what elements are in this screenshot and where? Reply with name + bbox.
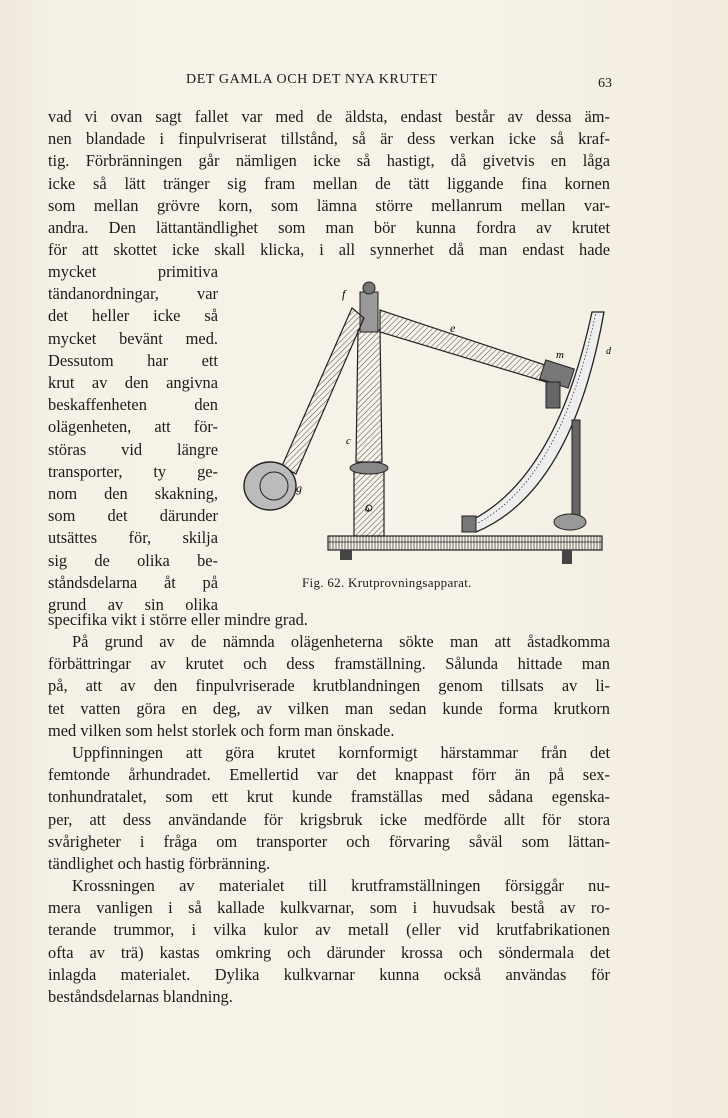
text-line: nom den skakning, (48, 484, 218, 504)
base-plate (328, 536, 602, 550)
text-line: med vilken som helst storlek och form man önskade. (48, 720, 395, 740)
text-line: svårigheter i fråga om transporter och förvaring såväl som lättan- (48, 831, 610, 851)
label-m: m (556, 349, 564, 361)
graduated-arc (468, 312, 604, 532)
text-line: olägenheten, att för- (48, 417, 218, 437)
text-line: vad vi ovan sagt fallet var med de äldsta, endast består av dessa äm- (48, 107, 610, 126)
text-line: Krossningen av materialet till krutframställningen försiggår nu- (72, 876, 610, 895)
text-line: tändanordningar, var (48, 284, 218, 304)
text-line: nen blandade i finpulvriserat tillstånd, så är dess verkan icke så kraf- (48, 129, 610, 149)
text-line: inlagda materialet. Dylika kulkvarnar kunna också användas för (48, 964, 610, 984)
column-upper (356, 330, 382, 462)
label-g: g (296, 481, 302, 495)
text-line: beståndsdelarnas blandning. (48, 987, 233, 1007)
text-line: specifika vikt i större eller mindre grad. (48, 610, 308, 629)
running-header: DET GAMLA OCH DET NYA KRUTET (186, 72, 438, 87)
text-line: tet vatten göra en deg, av vilken man sedan kunde forma krutkorn (48, 698, 610, 718)
text-line: tig. Förbränningen går nämligen icke så hastigt, då givetvis en låga (48, 151, 610, 171)
text-line: icke så lätt tränger sig fram mellan de tätt liggande fina kornen (48, 173, 610, 193)
label-f: f (342, 287, 346, 301)
text-line: tonhundratalet, som ett krut kunde framställas med sådana egenska- (48, 787, 610, 807)
body-text-wrapped (48, 261, 218, 616)
label-d: d (606, 346, 611, 357)
text-line: ofta av trä) kastas omkring och därunder krossa och söndermala det (48, 942, 610, 962)
page-number: 63 (598, 76, 612, 91)
text-line: femtonde århundradet. Emellertid var det knappast förr än på sex- (48, 765, 610, 785)
text-line: mera vanligen i så kallade kulkvarnar, som i huvudsak bestå av ro- (48, 898, 610, 918)
apparatus-illustration (236, 270, 611, 570)
text-line: grund av sin olika (48, 595, 218, 615)
label-c: c (346, 435, 351, 447)
paragraph-3 (48, 875, 610, 1008)
text-line: beskaffenheten den (48, 395, 218, 415)
text-line: transporter, ty ge- (48, 461, 218, 481)
paragraph-2 (48, 742, 610, 875)
text-line: mycket primitiva (48, 262, 218, 281)
text-line: störas vid längre (48, 439, 218, 459)
text-line: krut av den angivna (48, 373, 218, 393)
text-line: på, att av den finpulvriserade krutblandningen genom tillsats av li- (48, 676, 610, 696)
label-e: e (450, 321, 456, 335)
text-line: På grund av de nämnda olägenheterna sökte man att åstadkomma (72, 632, 610, 651)
text-line: per, att dess användande för krigsbruk icke medförde allt för stora (48, 809, 610, 829)
label-o: o (365, 504, 370, 514)
text-line: som mellan grövre korn, som lämna större mellanrum mellan var- (48, 195, 610, 215)
body-text-bridge (48, 609, 418, 631)
text-line: det heller icke så (48, 306, 218, 326)
text-line: ståndsdelarna åt på (48, 572, 218, 592)
figure-caption: Fig. 62. Krutprovningsapparat. (302, 575, 472, 590)
text-line: terande trummor, i vilka kulor av metall (eller vid krutfabrikationen (48, 920, 610, 940)
text-line: andra. Den lättantändlighet som man bör kunna fordra av krutet (48, 218, 610, 238)
text-line: utsättes för, skilja (48, 528, 218, 548)
text-line: som det därunder (48, 506, 218, 526)
pendulum-arm (282, 308, 364, 474)
text-line: för att skottet icke skall klicka, i all synnerhet då man endast hade (48, 240, 610, 260)
text-line: tändlighet och hastig förbränning. (48, 854, 271, 874)
text-line: förbättringar av krutet och dess framställning. Sålunda hittade man (48, 654, 610, 674)
text-line: Uppfinningen att göra krutet kornformigt härstammar från det (72, 743, 610, 762)
text-line: mycket bevänt med. (48, 328, 218, 348)
text-line: Dessutom har ett (48, 350, 218, 370)
paragraph-1 (48, 631, 610, 742)
column-lower (354, 470, 384, 536)
barrel-arm (380, 310, 548, 382)
text-line: sig de olika be- (48, 550, 218, 570)
body-text-top (48, 106, 610, 261)
